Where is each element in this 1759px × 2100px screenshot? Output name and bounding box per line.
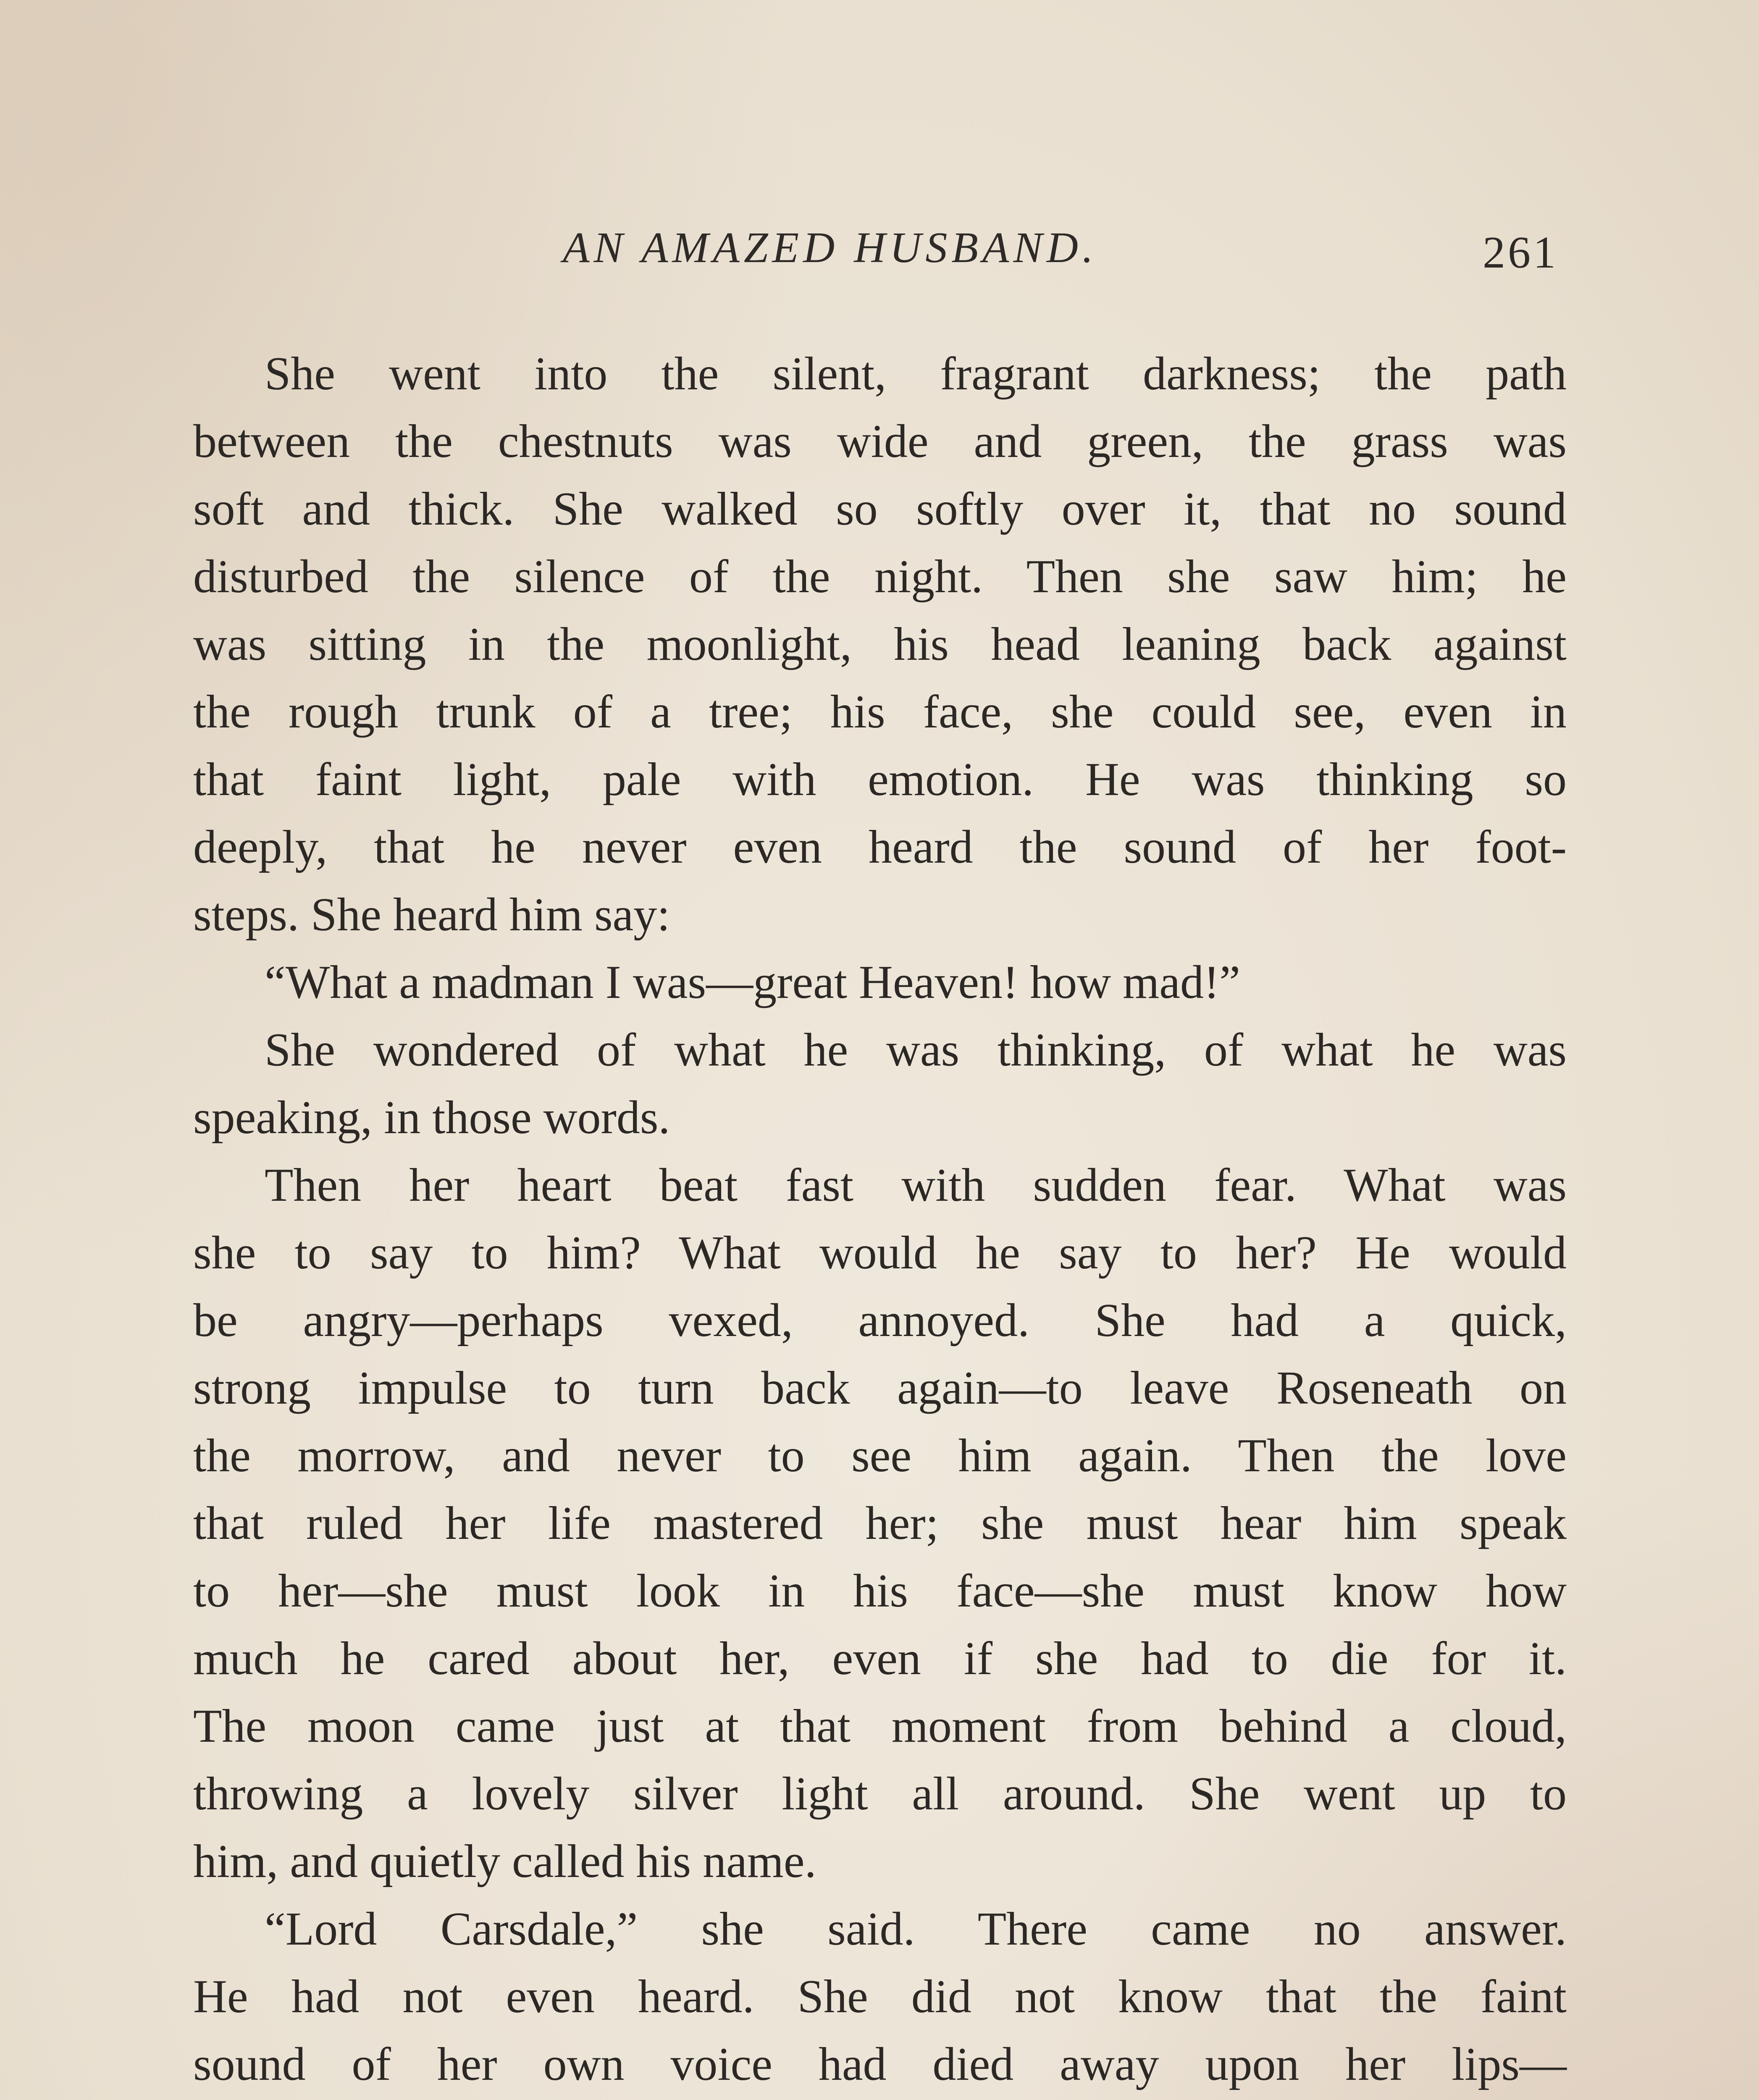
text-line: She went into the silent, fragrant darkness; the path [265,348,1567,400]
text-line: Then her heart beat fast with sudden fear. What was [265,1159,1567,1211]
text-line: she to say to him? What would he say to her? He would [193,1227,1567,1279]
text-line: deeply, that he never even heard the sound of her foot- [193,821,1567,873]
text-line: He had not even heard. She did not know that the faint [193,1971,1567,2023]
text-line: speaking, in those words. [193,1092,670,1144]
body-text [193,340,1567,2100]
text-line: throwing a lovely silver light all around. She went up to [193,1768,1567,1820]
text-line: the morrow, and never to see him again. Then the love [193,1430,1567,1482]
text-line: him, and quietly called his name. [193,1835,816,1887]
text-line: be angry—perhaps vexed, annoyed. She had a quick, [193,1294,1567,1347]
text-line: strong impulse to turn back again—to leave Roseneath on [193,1362,1567,1414]
text-line: steps. She heard him say: [193,889,670,941]
text-line: disturbed the silence of the night. Then she saw him; he [193,551,1567,603]
running-title: AN AMAZED HUSBAND. [563,223,1097,272]
text-line: that faint light, pale with emotion. He was thinking so [193,753,1567,806]
text-line: “What a madman I was—great Heaven! how mad!” [265,956,1240,1008]
text-line: was sitting in the moonlight, his head leaning back against [193,618,1567,670]
text-line: sound of her own voice had died away upon her lips— [193,2038,1567,2090]
text-line: that ruled her life mastered her; she must hear him speak [193,1497,1567,1549]
text-line: between the chestnuts was wide and green, the grass was [193,415,1567,467]
text-line: to her—she must look in his face—she must know how [193,1565,1567,1617]
page-number: 261 [1483,228,1558,278]
text-line: the rough trunk of a tree; his face, she could see, even in [193,686,1567,738]
text-line: “Lord Carsdale,” she said. There came no answer. [265,1903,1567,1955]
text-line: The moon came just at that moment from behind a cloud, [193,1700,1567,1752]
text-line: much he cared about her, even if she had to die for it. [193,1633,1567,1685]
text-line [193,2098,1567,2100]
text-line: soft and thick. She walked so softly over it, that no sound [193,483,1567,535]
text-line: She wondered of what he was thinking, of what he was [265,1024,1567,1076]
